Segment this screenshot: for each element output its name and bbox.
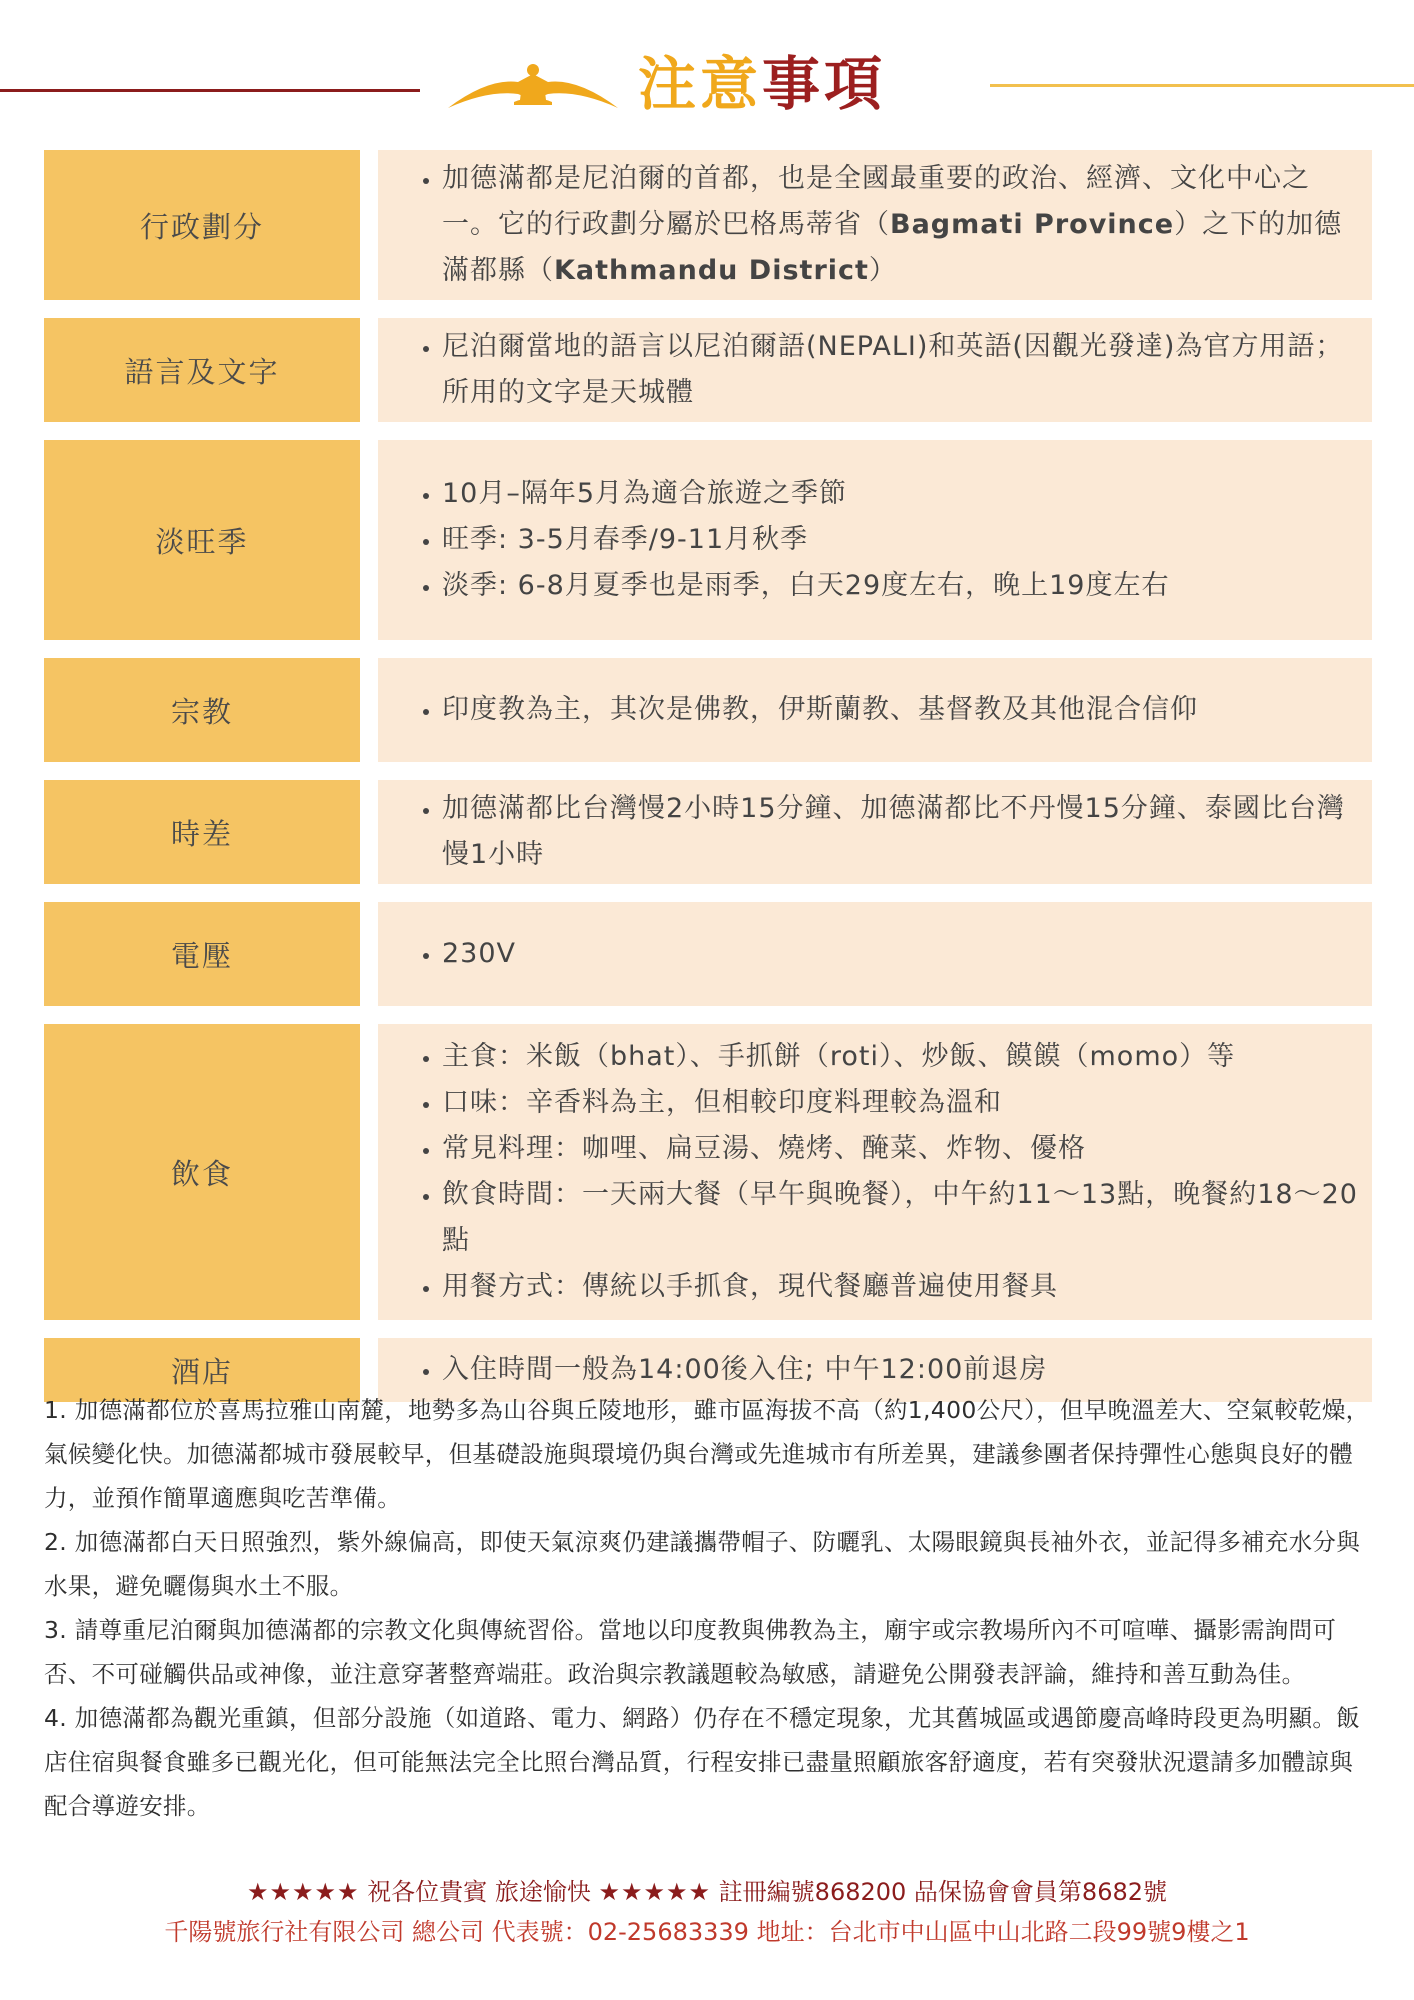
bullet-list — [378, 324, 1362, 416]
row-label: 酒店 — [44, 1338, 360, 1402]
bullet-list — [378, 786, 1362, 878]
item-text: 加德滿都是尼泊爾的首都，也是全國最重要的政治、經濟、文化中心之一。它的行政劃分屬於巴格馬蒂省（ — [442, 163, 1310, 240]
row-content — [378, 318, 1372, 422]
list-item — [442, 687, 1362, 733]
item-text: 入住時間一般為14:00後入住; 中午12:00前退房 — [442, 1354, 1048, 1385]
bullet-list — [378, 687, 1362, 733]
emphasis-text: Bagmati Province — [890, 209, 1175, 240]
title-part1: 注意 — [638, 50, 763, 118]
bullet-list — [378, 931, 1362, 977]
item-text: 10月–隔年5月為適合旅遊之季節 — [442, 478, 848, 509]
bullet-list — [378, 1347, 1362, 1393]
row-label: 淡旺季 — [44, 440, 360, 640]
note-paragraph: 2. 加德滿都白天日照強烈，紫外線偏高，即使天氣涼爽仍建議攜帶帽子、防曬乳、太陽眼鏡與長袖外衣，並記得多補充水分與水果，避免曬傷與水土不服。 — [44, 1528, 1360, 1600]
row-content — [378, 780, 1372, 884]
table-row — [44, 1024, 1372, 1320]
list-item — [442, 931, 1362, 977]
row-label: 宗教 — [44, 658, 360, 762]
mountain-buddha-logo — [448, 56, 618, 116]
list-item — [442, 786, 1362, 878]
list-item — [442, 1080, 1362, 1126]
stars-icon: ★★★★★ — [246, 1878, 360, 1906]
item-text: 淡季: 6-8月夏季也是雨季，白天29度左右，晚上19度左右 — [442, 570, 1170, 601]
item-text: 用餐方式：傳統以手抓食，現代餐廳普遍使用餐具 — [442, 1271, 1058, 1302]
list-item — [442, 1264, 1362, 1310]
row-label: 行政劃分 — [44, 150, 360, 300]
row-content — [378, 440, 1372, 640]
item-text: 口味：辛香料為主，但相較印度料理較為溫和 — [442, 1087, 1002, 1118]
table-row — [44, 440, 1372, 640]
row-label: 飲食 — [44, 1024, 360, 1320]
row-content — [378, 902, 1372, 1006]
footer-greeting — [0, 1876, 1414, 1908]
list-item — [442, 1126, 1362, 1172]
notes-section — [44, 1388, 1374, 1828]
list-item — [442, 471, 1362, 517]
item-text: 加德滿都比台灣慢2小時15分鐘、加德滿都比不丹慢15分鐘、泰國比台灣慢1小時 — [442, 793, 1345, 870]
row-content — [378, 150, 1372, 300]
table-row — [44, 318, 1372, 422]
row-label: 時差 — [44, 780, 360, 884]
table-row — [44, 902, 1372, 1006]
bullet-list — [378, 1034, 1362, 1310]
greeting-text: 祝各位貴賓 旅途愉快 — [367, 1878, 591, 1906]
list-item — [442, 156, 1362, 294]
bullet-list — [378, 156, 1362, 294]
item-text: ） — [868, 255, 897, 286]
item-text: 主食：米飯（bhat）、手抓餅（roti）、炒飯、饃饃（momo）等 — [442, 1041, 1236, 1072]
list-item — [442, 563, 1362, 609]
header-divider-left — [0, 89, 420, 92]
page-title — [638, 48, 886, 120]
header-divider-right — [990, 84, 1414, 87]
item-text: 尼泊爾當地的語言以尼泊爾語(NEPALI)和英語(因觀光發達)為官方用語；所用的文字是天城體 — [442, 331, 1344, 408]
table-row — [44, 150, 1372, 300]
row-content — [378, 658, 1372, 762]
list-item — [442, 324, 1362, 416]
note-paragraph: 3. 請尊重尼泊爾與加德滿都的宗教文化與傳統習俗。當地以印度教與佛教為主，廟宇或宗教場所內不可喧嘩、攝影需詢問可否、不可碰觸供品或神像，並注意穿著整齊端莊。政治與宗教議題較為敏感，請避免公開發表評論，維持和善互動為佳。 — [44, 1616, 1337, 1688]
row-label: 電壓 — [44, 902, 360, 1006]
table-row — [44, 780, 1372, 884]
item-text: 230V — [442, 938, 517, 969]
list-item — [442, 1034, 1362, 1080]
table-row — [44, 658, 1372, 762]
item-text: 旺季: 3-5月春季/9-11月秋季 — [442, 524, 809, 555]
item-text: 飲食時間：一天兩大餐（早午與晚餐），中午約11～13點，晚餐約18～20點 — [442, 1179, 1358, 1256]
item-text: 常見料理：咖哩、扁豆湯、燒烤、醃菜、炸物、優格 — [442, 1133, 1086, 1164]
note-paragraph: 1. 加德滿都位於喜馬拉雅山南麓，地勢多為山谷與丘陵地形，雖市區海拔不高（約1,400公尺），但早晚溫差大、空氣較乾燥，氣候變化快。加德滿都城市發展較早，但基礎設施與環境仍與台灣或先進城市有所差異，建議參團者保持彈性心態與良好的體力，並預作簡單適應與吃苦準備。 — [44, 1396, 1370, 1512]
item-text: ）之下的加德滿都縣（ — [442, 209, 1343, 286]
bullet-list — [378, 471, 1362, 609]
title-part2: 事項 — [762, 50, 887, 118]
emphasis-text: Kathmandu District — [554, 255, 869, 286]
stars-icon: ★★★★★ — [598, 1878, 712, 1906]
row-label: 語言及文字 — [44, 318, 360, 422]
list-item — [442, 1347, 1362, 1393]
registration-text: 註冊編號868200 品保協會會員第8682號 — [718, 1878, 1168, 1906]
list-item — [442, 1172, 1362, 1264]
item-text: 印度教為主，其次是佛教，伊斯蘭教、基督教及其他混合信仰 — [442, 694, 1198, 725]
info-table — [44, 150, 1372, 1420]
row-content — [378, 1024, 1372, 1320]
note-paragraph: 4. 加德滿都為觀光重鎮，但部分設施（如道路、電力、網路）仍存在不穩定現象，尤其舊城區或遇節慶高峰時段更為明顯。飯店住宿與餐食雖多已觀光化，但可能無法完全比照台灣品質，行程安排已盡量照顧旅客舒適度，若有突發狀況還請多加體諒與配合導遊安排。 — [44, 1704, 1360, 1820]
footer-company-info: 千陽號旅行社有限公司 總公司 代表號：02-25683339 地址：台北市中山區中山北路二段99號9樓之1 — [164, 1918, 1250, 1946]
list-item — [442, 517, 1362, 563]
